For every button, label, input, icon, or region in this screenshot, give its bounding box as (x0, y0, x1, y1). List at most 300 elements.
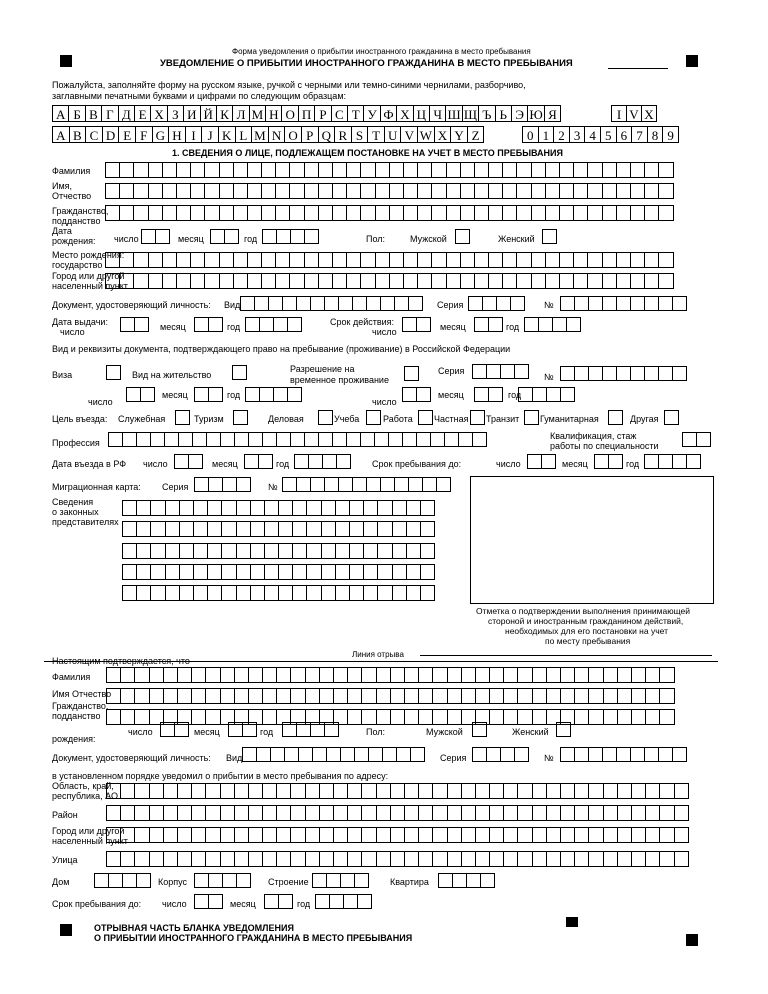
input-cell[interactable] (574, 688, 589, 704)
input-cell[interactable] (360, 205, 375, 221)
input-cell[interactable] (305, 851, 320, 867)
input-cell[interactable] (120, 667, 135, 683)
input-cell[interactable] (122, 585, 137, 601)
tear-dob-year[interactable] (282, 722, 338, 737)
input-cell[interactable] (122, 500, 137, 516)
input-cell[interactable] (221, 521, 236, 537)
input-cell[interactable] (177, 827, 192, 843)
input-cell[interactable] (354, 873, 369, 888)
input-cell[interactable] (221, 500, 236, 516)
input-cell[interactable] (248, 432, 263, 447)
input-cell[interactable] (531, 162, 546, 178)
input-cell[interactable] (602, 205, 617, 221)
input-cell[interactable] (630, 747, 645, 762)
input-cell[interactable] (587, 252, 602, 268)
input-cell[interactable] (418, 805, 433, 821)
input-cell[interactable] (333, 783, 348, 799)
input-cell[interactable] (696, 432, 711, 447)
input-cell[interactable] (349, 543, 364, 559)
input-cell[interactable] (340, 747, 355, 762)
input-cell[interactable] (574, 805, 589, 821)
input-cell[interactable] (149, 783, 164, 799)
validity-day[interactable] (402, 317, 430, 332)
input-cell[interactable] (222, 873, 237, 888)
input-cell[interactable] (205, 688, 220, 704)
input-cell[interactable] (306, 585, 321, 601)
input-cell[interactable] (262, 432, 277, 447)
visa-checkbox[interactable] (106, 365, 121, 380)
input-cell[interactable] (503, 709, 518, 725)
input-cell[interactable] (106, 667, 121, 683)
input-cell[interactable] (332, 162, 347, 178)
tear-city-field[interactable] (106, 827, 688, 843)
input-cell[interactable] (262, 229, 277, 244)
input-cell[interactable] (546, 783, 561, 799)
input-cell[interactable] (292, 500, 307, 516)
input-cell[interactable] (310, 296, 325, 311)
input-cell[interactable] (318, 273, 333, 289)
input-cell[interactable] (420, 564, 435, 580)
input-cell[interactable] (474, 252, 489, 268)
input-cell[interactable] (133, 273, 148, 289)
input-cell[interactable] (335, 543, 350, 559)
input-cell[interactable] (163, 783, 178, 799)
input-cell[interactable] (418, 688, 433, 704)
input-cell[interactable] (574, 851, 589, 867)
input-cell[interactable] (149, 667, 164, 683)
input-cell[interactable] (306, 521, 321, 537)
input-cell[interactable] (460, 273, 475, 289)
input-cell[interactable] (376, 709, 391, 725)
input-cell[interactable] (503, 667, 518, 683)
input-cell[interactable] (531, 183, 546, 199)
input-cell[interactable] (120, 317, 135, 332)
input-cell[interactable] (134, 827, 149, 843)
input-cell[interactable] (503, 783, 518, 799)
input-cell[interactable] (205, 709, 220, 725)
input-cell[interactable] (376, 805, 391, 821)
input-cell[interactable] (658, 296, 673, 311)
input-cell[interactable] (532, 667, 547, 683)
input-cell[interactable] (250, 585, 265, 601)
input-cell[interactable] (233, 205, 248, 221)
input-cell[interactable] (149, 851, 164, 867)
input-cell[interactable] (340, 873, 355, 888)
input-cell[interactable] (191, 805, 206, 821)
input-cell[interactable] (566, 317, 581, 332)
input-cell[interactable] (275, 273, 290, 289)
input-cell[interactable] (630, 205, 645, 221)
input-cell[interactable] (120, 805, 135, 821)
confirmation-stamp-area[interactable] (470, 476, 714, 604)
input-cell[interactable] (489, 805, 504, 821)
input-cell[interactable] (658, 252, 673, 268)
input-cell[interactable] (559, 183, 574, 199)
input-cell[interactable] (290, 805, 305, 821)
input-cell[interactable] (475, 805, 490, 821)
input-cell[interactable] (644, 183, 659, 199)
input-cell[interactable] (305, 783, 320, 799)
input-cell[interactable] (531, 205, 546, 221)
input-cell[interactable] (262, 709, 277, 725)
input-cell[interactable] (475, 667, 490, 683)
input-cell[interactable] (390, 667, 405, 683)
input-cell[interactable] (319, 667, 334, 683)
input-cell[interactable] (489, 783, 504, 799)
input-cell[interactable] (321, 543, 336, 559)
input-cell[interactable] (349, 564, 364, 580)
input-cell[interactable] (177, 851, 192, 867)
input-cell[interactable] (179, 521, 194, 537)
input-cell[interactable] (377, 564, 392, 580)
input-cell[interactable] (264, 564, 279, 580)
rights-day[interactable] (126, 387, 154, 402)
input-cell[interactable] (616, 252, 631, 268)
input-cell[interactable] (376, 667, 391, 683)
input-cell[interactable] (262, 827, 277, 843)
input-cell[interactable] (133, 252, 148, 268)
input-cell[interactable] (304, 432, 319, 447)
validity-month[interactable] (474, 317, 502, 332)
input-cell[interactable] (290, 229, 305, 244)
input-cell[interactable] (242, 722, 257, 737)
input-cell[interactable] (617, 709, 632, 725)
input-cell[interactable] (333, 827, 348, 843)
input-cell[interactable] (460, 252, 475, 268)
input-cell[interactable] (179, 585, 194, 601)
input-cell[interactable] (234, 805, 249, 821)
input-cell[interactable] (377, 585, 392, 601)
input-cell[interactable] (461, 783, 476, 799)
input-cell[interactable] (500, 747, 515, 762)
input-cell[interactable] (346, 252, 361, 268)
input-cell[interactable] (220, 783, 235, 799)
input-cell[interactable] (136, 564, 151, 580)
input-cell[interactable] (472, 747, 487, 762)
input-cell[interactable] (431, 273, 446, 289)
input-cell[interactable] (333, 851, 348, 867)
input-cell[interactable] (174, 454, 189, 469)
input-cell[interactable] (447, 709, 462, 725)
input-cell[interactable] (165, 521, 180, 537)
input-cell[interactable] (482, 296, 497, 311)
input-cell[interactable] (366, 296, 381, 311)
input-cell[interactable] (193, 521, 208, 537)
entry-day[interactable] (174, 454, 202, 469)
input-cell[interactable] (105, 252, 120, 268)
input-cell[interactable] (458, 432, 473, 447)
input-cell[interactable] (191, 851, 206, 867)
input-cell[interactable] (360, 162, 375, 178)
input-cell[interactable] (276, 667, 291, 683)
input-cell[interactable] (236, 585, 251, 601)
input-cell[interactable] (588, 783, 603, 799)
input-cell[interactable] (205, 827, 220, 843)
input-cell[interactable] (310, 722, 325, 737)
input-cell[interactable] (148, 205, 163, 221)
input-cell[interactable] (208, 477, 223, 492)
input-cell[interactable] (349, 585, 364, 601)
input-cell[interactable] (392, 585, 407, 601)
input-cell[interactable] (489, 709, 504, 725)
input-cell[interactable] (659, 667, 674, 683)
input-cell[interactable] (396, 747, 411, 762)
input-cell[interactable] (119, 162, 134, 178)
input-cell[interactable] (516, 252, 531, 268)
input-cell[interactable] (163, 851, 178, 867)
migration-number-field[interactable] (282, 477, 450, 492)
input-cell[interactable] (278, 500, 293, 516)
input-cell[interactable] (318, 183, 333, 199)
input-cell[interactable] (236, 873, 251, 888)
input-cell[interactable] (120, 783, 135, 799)
tear-dob-day[interactable] (160, 722, 188, 737)
input-cell[interactable] (322, 454, 337, 469)
input-cell[interactable] (468, 296, 483, 311)
input-cell[interactable] (191, 783, 206, 799)
input-cell[interactable] (275, 183, 290, 199)
input-cell[interactable] (276, 827, 291, 843)
input-cell[interactable] (165, 543, 180, 559)
input-cell[interactable] (289, 273, 304, 289)
input-cell[interactable] (108, 432, 123, 447)
input-cell[interactable] (674, 827, 689, 843)
input-cell[interactable] (674, 851, 689, 867)
input-cell[interactable] (247, 205, 262, 221)
input-cell[interactable] (335, 500, 350, 516)
input-cell[interactable] (148, 162, 163, 178)
input-cell[interactable] (531, 252, 546, 268)
input-cell[interactable] (631, 688, 646, 704)
input-cell[interactable] (486, 364, 501, 379)
input-cell[interactable] (193, 585, 208, 601)
input-cell[interactable] (259, 387, 274, 402)
tear-citizenship-field[interactable] (106, 709, 674, 725)
input-cell[interactable] (432, 688, 447, 704)
input-cell[interactable] (190, 183, 205, 199)
input-cell[interactable] (432, 667, 447, 683)
input-cell[interactable] (270, 747, 285, 762)
input-cell[interactable] (250, 521, 265, 537)
input-cell[interactable] (630, 273, 645, 289)
input-cell[interactable] (644, 366, 659, 381)
input-cell[interactable] (406, 500, 421, 516)
input-cell[interactable] (179, 543, 194, 559)
input-cell[interactable] (446, 252, 461, 268)
input-cell[interactable] (278, 894, 293, 909)
input-cell[interactable] (645, 667, 660, 683)
input-cell[interactable] (631, 709, 646, 725)
input-cell[interactable] (248, 783, 263, 799)
input-cell[interactable] (461, 851, 476, 867)
input-cell[interactable] (480, 873, 495, 888)
input-cell[interactable] (133, 205, 148, 221)
input-cell[interactable] (304, 273, 319, 289)
input-cell[interactable] (163, 688, 178, 704)
input-cell[interactable] (447, 688, 462, 704)
input-cell[interactable] (389, 183, 404, 199)
input-cell[interactable] (517, 827, 532, 843)
input-cell[interactable] (150, 543, 165, 559)
input-cell[interactable] (338, 296, 353, 311)
input-cell[interactable] (150, 564, 165, 580)
input-cell[interactable] (321, 521, 336, 537)
input-cell[interactable] (516, 273, 531, 289)
input-cell[interactable] (406, 521, 421, 537)
input-cell[interactable] (324, 296, 339, 311)
input-cell[interactable] (603, 667, 618, 683)
input-cell[interactable] (674, 805, 689, 821)
input-cell[interactable] (321, 500, 336, 516)
input-cell[interactable] (119, 273, 134, 289)
input-cell[interactable] (447, 805, 462, 821)
input-cell[interactable] (420, 585, 435, 601)
input-cell[interactable] (546, 688, 561, 704)
input-cell[interactable] (416, 317, 431, 332)
input-cell[interactable] (474, 273, 489, 289)
input-cell[interactable] (333, 667, 348, 683)
input-cell[interactable] (338, 477, 353, 492)
input-cell[interactable] (220, 827, 235, 843)
input-cell[interactable] (221, 543, 236, 559)
input-cell[interactable] (658, 366, 673, 381)
input-cell[interactable] (444, 432, 459, 447)
input-cell[interactable] (603, 851, 618, 867)
input-cell[interactable] (207, 543, 222, 559)
input-cell[interactable] (234, 432, 249, 447)
input-cell[interactable] (204, 183, 219, 199)
input-cell[interactable] (363, 500, 378, 516)
input-cell[interactable] (347, 667, 362, 683)
input-cell[interactable] (193, 500, 208, 516)
input-cell[interactable] (264, 500, 279, 516)
input-cell[interactable] (332, 252, 347, 268)
tear-id-series-field[interactable] (472, 747, 528, 762)
input-cell[interactable] (236, 543, 251, 559)
input-cell[interactable] (361, 851, 376, 867)
input-cell[interactable] (645, 688, 660, 704)
input-cell[interactable] (136, 873, 151, 888)
input-cell[interactable] (318, 162, 333, 178)
input-cell[interactable] (645, 709, 660, 725)
input-cell[interactable] (292, 585, 307, 601)
input-cell[interactable] (162, 183, 177, 199)
input-cell[interactable] (318, 205, 333, 221)
input-cell[interactable] (134, 783, 149, 799)
input-cell[interactable] (658, 205, 673, 221)
input-cell[interactable] (176, 183, 191, 199)
input-cell[interactable] (190, 273, 205, 289)
input-cell[interactable] (460, 162, 475, 178)
input-cell[interactable] (545, 252, 560, 268)
input-cell[interactable] (659, 827, 674, 843)
input-cell[interactable] (404, 688, 419, 704)
input-cell[interactable] (472, 432, 487, 447)
input-cell[interactable] (105, 183, 120, 199)
input-cell[interactable] (389, 162, 404, 178)
input-cell[interactable] (503, 805, 518, 821)
input-cell[interactable] (517, 783, 532, 799)
input-cell[interactable] (250, 564, 265, 580)
input-cell[interactable] (333, 688, 348, 704)
input-cell[interactable] (546, 851, 561, 867)
input-cell[interactable] (474, 183, 489, 199)
input-cell[interactable] (305, 805, 320, 821)
input-cell[interactable] (375, 162, 390, 178)
input-cell[interactable] (149, 805, 164, 821)
input-cell[interactable] (503, 827, 518, 843)
input-cell[interactable] (390, 688, 405, 704)
input-cell[interactable] (319, 851, 334, 867)
corpus-field[interactable] (194, 873, 250, 888)
input-cell[interactable] (447, 667, 462, 683)
input-cell[interactable] (617, 851, 632, 867)
input-cell[interactable] (363, 543, 378, 559)
input-cell[interactable] (500, 364, 515, 379)
input-cell[interactable] (256, 747, 271, 762)
temp-checkbox[interactable] (404, 366, 419, 381)
input-cell[interactable] (503, 851, 518, 867)
input-cell[interactable] (514, 747, 529, 762)
street-field[interactable] (106, 851, 688, 867)
input-cell[interactable] (289, 252, 304, 268)
input-cell[interactable] (416, 387, 431, 402)
input-cell[interactable] (602, 162, 617, 178)
input-cell[interactable] (588, 851, 603, 867)
input-cell[interactable] (193, 543, 208, 559)
input-cell[interactable] (290, 851, 305, 867)
input-cell[interactable] (631, 851, 646, 867)
input-cell[interactable] (630, 183, 645, 199)
input-cell[interactable] (162, 205, 177, 221)
input-cell[interactable] (264, 585, 279, 601)
district-field[interactable] (106, 805, 688, 821)
input-cell[interactable] (460, 205, 475, 221)
input-cell[interactable] (431, 252, 446, 268)
input-cell[interactable] (119, 252, 134, 268)
input-cell[interactable] (360, 432, 375, 447)
input-cell[interactable] (165, 585, 180, 601)
input-cell[interactable] (404, 783, 419, 799)
input-cell[interactable] (220, 688, 235, 704)
qual-field[interactable] (682, 432, 710, 447)
input-cell[interactable] (236, 477, 251, 492)
input-cell[interactable] (559, 273, 574, 289)
purpose-checkbox[interactable] (524, 410, 539, 425)
input-cell[interactable] (234, 851, 249, 867)
input-cell[interactable] (389, 205, 404, 221)
input-cell[interactable] (136, 585, 151, 601)
id-series-field[interactable] (468, 296, 524, 311)
input-cell[interactable] (149, 827, 164, 843)
input-cell[interactable] (560, 667, 575, 683)
input-cell[interactable] (588, 827, 603, 843)
stay-month[interactable] (594, 454, 622, 469)
input-cell[interactable] (432, 805, 447, 821)
input-cell[interactable] (219, 183, 234, 199)
input-cell[interactable] (305, 667, 320, 683)
input-cell[interactable] (380, 477, 395, 492)
input-cell[interactable] (361, 667, 376, 683)
input-cell[interactable] (310, 477, 325, 492)
input-cell[interactable] (278, 585, 293, 601)
input-cell[interactable] (250, 500, 265, 516)
input-cell[interactable] (390, 805, 405, 821)
input-cell[interactable] (560, 783, 575, 799)
input-cell[interactable] (106, 783, 121, 799)
input-cell[interactable] (163, 805, 178, 821)
input-cell[interactable] (162, 273, 177, 289)
